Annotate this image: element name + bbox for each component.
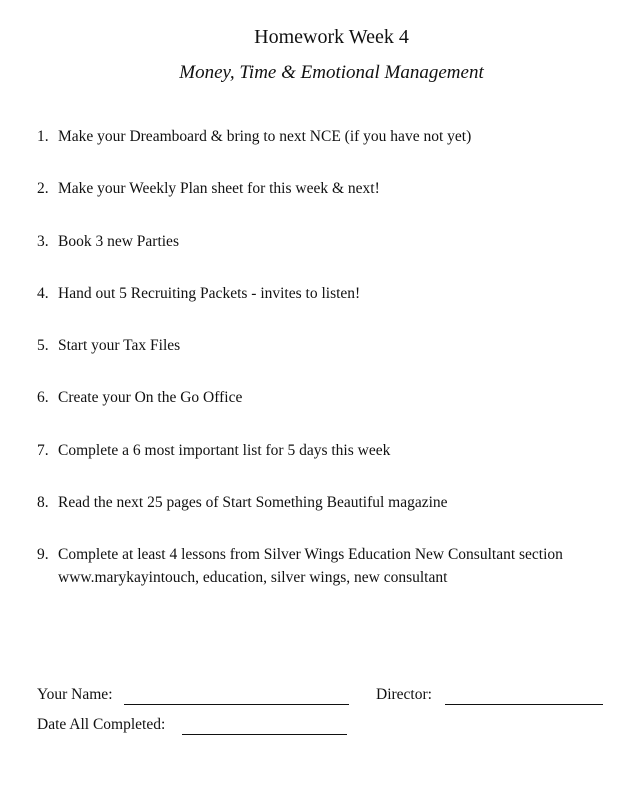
date-completed-field[interactable]: [182, 734, 347, 735]
list-item-number: 2.: [37, 180, 49, 197]
list-item-number: 9.: [37, 546, 49, 563]
list-item-number: 8.: [37, 494, 49, 511]
list-item-number: 5.: [37, 337, 49, 354]
list-item-text: Book 3 new Parties: [58, 233, 179, 250]
list-item-text: Read the next 25 pages of Start Something Beautiful magazine: [58, 494, 448, 511]
list-item-text: Make your Weekly Plan sheet for this week & next!: [58, 180, 380, 197]
list-item-text: Hand out 5 Recruiting Packets - invites to listen!: [58, 285, 361, 302]
list-item-text: Make your Dreamboard & bring to next NCE (if you have not yet): [58, 128, 472, 145]
list-item-number: 1.: [37, 128, 49, 145]
page-subtitle: Money, Time & Emotional Management: [179, 62, 484, 83]
list-item-number: 3.: [37, 233, 49, 250]
list-item-text: Complete at least 4 lessons from Silver Wings Education New Consultant section: [58, 546, 563, 563]
list-item-url-text: www.marykayintouch, education, silver wings, new consultant: [58, 569, 448, 586]
list-item-text: Create your On the Go Office: [58, 389, 243, 406]
list-item-text: Start your Tax Files: [58, 337, 181, 354]
your-name-label: Your Name:: [37, 686, 113, 703]
list-item-number: 6.: [37, 389, 49, 406]
director-field[interactable]: [445, 704, 603, 705]
list-item-number: 4.: [37, 285, 49, 302]
your-name-field[interactable]: [124, 704, 349, 705]
director-label: Director:: [376, 686, 432, 703]
list-item-text: Complete a 6 most important list for 5 days this week: [58, 442, 391, 459]
list-item-number: 7.: [37, 442, 49, 459]
page-title: Homework Week 4: [254, 26, 409, 48]
date-completed-label: Date All Completed:: [37, 716, 166, 733]
